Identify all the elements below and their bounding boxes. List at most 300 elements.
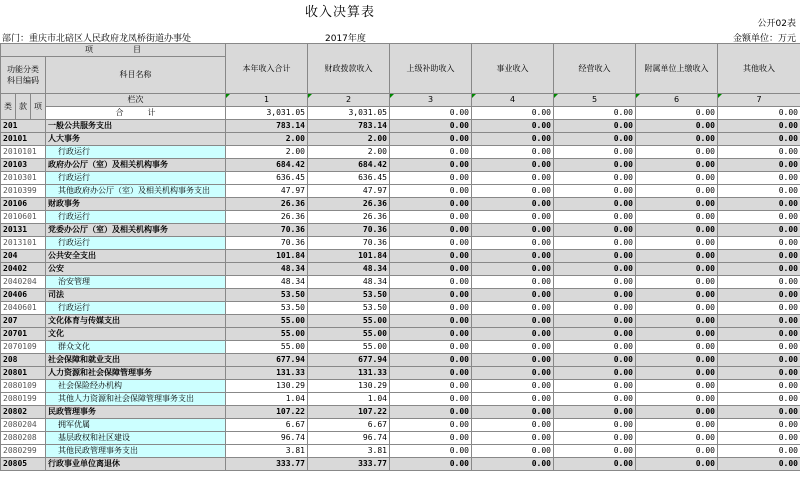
- row-value-col-6: 0.00: [636, 198, 718, 211]
- row-value-col-5: 0.00: [554, 211, 636, 224]
- header-lanci: 栏次: [46, 94, 226, 107]
- header-func-code: 功能分类 科目编码: [1, 57, 46, 94]
- table-row: [1, 172, 800, 185]
- row-value-col-2: 677.94: [308, 354, 390, 367]
- row-value-col-3: 0.00: [390, 341, 472, 354]
- table-row: [1, 354, 800, 367]
- row-value-col-1: 636.45: [226, 172, 308, 185]
- row-code: 204: [1, 250, 46, 263]
- row-value-col-6: 0.00: [636, 185, 718, 198]
- row-value-col-2: 636.45: [308, 172, 390, 185]
- row-value-col-1: 101.84: [226, 250, 308, 263]
- row-subject-name: 拥军优属: [46, 419, 226, 432]
- row-code: 2080204: [1, 419, 46, 432]
- row-value-col-2: 783.14: [308, 120, 390, 133]
- row-value-col-1: 53.50: [226, 302, 308, 315]
- table-row: [1, 341, 800, 354]
- row-value-col-7: 0.00: [718, 224, 800, 237]
- row-value-col-2: 96.74: [308, 432, 390, 445]
- row-code: 20802: [1, 406, 46, 419]
- row-value-col-6: 0.00: [636, 380, 718, 393]
- row-value-col-7: 0.00: [718, 354, 800, 367]
- table-row: [1, 224, 800, 237]
- table-row: [1, 445, 800, 458]
- row-value-col-4: 0.00: [472, 185, 554, 198]
- header-subject-name: 科目名称: [46, 57, 226, 94]
- total-value-1: 3,031.05: [226, 107, 308, 120]
- row-value-col-7: 0.00: [718, 367, 800, 380]
- row-value-col-1: 1.04: [226, 393, 308, 406]
- table-row: [1, 380, 800, 393]
- row-code: 20701: [1, 328, 46, 341]
- row-value-col-2: 47.97: [308, 185, 390, 198]
- row-subject-name: 公共安全支出: [46, 250, 226, 263]
- row-value-col-1: 47.97: [226, 185, 308, 198]
- row-value-col-7: 0.00: [718, 432, 800, 445]
- row-value-col-4: 0.00: [472, 302, 554, 315]
- row-value-col-4: 0.00: [472, 393, 554, 406]
- row-value-col-4: 0.00: [472, 354, 554, 367]
- row-code: 2080208: [1, 432, 46, 445]
- row-value-col-7: 0.00: [718, 276, 800, 289]
- row-subject-name: 一般公共服务支出: [46, 120, 226, 133]
- total-value-2: 3,031.05: [308, 107, 390, 120]
- row-value-col-6: 0.00: [636, 120, 718, 133]
- row-value-col-5: 0.00: [554, 380, 636, 393]
- row-value-col-7: 0.00: [718, 380, 800, 393]
- row-value-col-5: 0.00: [554, 276, 636, 289]
- row-code: 2080199: [1, 393, 46, 406]
- total-value-3: 0.00: [390, 107, 472, 120]
- header-col-5: 经营收入: [554, 44, 636, 94]
- row-value-col-6: 0.00: [636, 263, 718, 276]
- row-value-col-3: 0.00: [390, 315, 472, 328]
- row-value-col-2: 55.00: [308, 315, 390, 328]
- row-subject-name: 基层政权和社区建设: [46, 432, 226, 445]
- row-value-col-1: 3.81: [226, 445, 308, 458]
- table-row: [1, 250, 800, 263]
- row-value-col-3: 0.00: [390, 419, 472, 432]
- row-code: 20402: [1, 263, 46, 276]
- row-subject-name: 政府办公厅（室）及相关机构事务: [46, 159, 226, 172]
- row-subject-name: 财政事务: [46, 198, 226, 211]
- row-value-col-7: 0.00: [718, 185, 800, 198]
- row-code: 207: [1, 315, 46, 328]
- table-row: [1, 133, 800, 146]
- total-value-4: 0.00: [472, 107, 554, 120]
- col-number-7: 7: [718, 94, 800, 107]
- row-value-col-2: 70.36: [308, 237, 390, 250]
- row-value-col-6: 0.00: [636, 458, 718, 471]
- row-subject-name: 治安管理: [46, 276, 226, 289]
- row-value-col-4: 0.00: [472, 172, 554, 185]
- row-value-col-5: 0.00: [554, 419, 636, 432]
- row-value-col-3: 0.00: [390, 120, 472, 133]
- row-value-col-6: 0.00: [636, 159, 718, 172]
- row-value-col-7: 0.00: [718, 211, 800, 224]
- row-value-col-4: 0.00: [472, 133, 554, 146]
- table-row: [1, 419, 800, 432]
- row-value-col-1: 96.74: [226, 432, 308, 445]
- row-value-col-7: 0.00: [718, 445, 800, 458]
- total-value-7: 0.00: [718, 107, 800, 120]
- row-subject-name: 行政事业单位离退休: [46, 458, 226, 471]
- row-value-col-3: 0.00: [390, 432, 472, 445]
- row-value-col-6: 0.00: [636, 419, 718, 432]
- row-value-col-5: 0.00: [554, 289, 636, 302]
- row-code: 2010301: [1, 172, 46, 185]
- col-number-3: 3: [390, 94, 472, 107]
- row-code: 20801: [1, 367, 46, 380]
- row-value-col-7: 0.00: [718, 263, 800, 276]
- header-col-3: 上级补助收入: [390, 44, 472, 94]
- table-row: [1, 146, 800, 159]
- row-value-col-2: 70.36: [308, 224, 390, 237]
- row-value-col-2: 6.67: [308, 419, 390, 432]
- row-value-col-3: 0.00: [390, 146, 472, 159]
- row-value-col-5: 0.00: [554, 237, 636, 250]
- row-value-col-6: 0.00: [636, 146, 718, 159]
- row-value-col-6: 0.00: [636, 354, 718, 367]
- row-value-col-4: 0.00: [472, 211, 554, 224]
- row-value-col-3: 0.00: [390, 380, 472, 393]
- row-value-col-3: 0.00: [390, 289, 472, 302]
- row-value-col-1: 6.67: [226, 419, 308, 432]
- row-value-col-4: 0.00: [472, 367, 554, 380]
- row-value-col-6: 0.00: [636, 211, 718, 224]
- row-value-col-4: 0.00: [472, 341, 554, 354]
- table-rows: [1, 120, 800, 471]
- row-subject-name: 其他民政管理事务支出: [46, 445, 226, 458]
- row-value-col-6: 0.00: [636, 432, 718, 445]
- row-value-col-4: 0.00: [472, 250, 554, 263]
- row-subject-name: 党委办公厅（室）及相关机构事务: [46, 224, 226, 237]
- row-value-col-6: 0.00: [636, 172, 718, 185]
- row-value-col-5: 0.00: [554, 198, 636, 211]
- row-value-col-6: 0.00: [636, 302, 718, 315]
- row-subject-name: 行政运行: [46, 237, 226, 250]
- col-number-6: 6: [636, 94, 718, 107]
- row-value-col-2: 53.50: [308, 289, 390, 302]
- row-value-col-7: 0.00: [718, 289, 800, 302]
- row-value-col-2: 55.00: [308, 328, 390, 341]
- row-value-col-3: 0.00: [390, 159, 472, 172]
- row-value-col-2: 55.00: [308, 341, 390, 354]
- table-row: [1, 406, 800, 419]
- col-number-1: 1: [226, 94, 308, 107]
- row-value-col-5: 0.00: [554, 432, 636, 445]
- table-row: [1, 315, 800, 328]
- row-value-col-7: 0.00: [718, 133, 800, 146]
- row-value-col-6: 0.00: [636, 250, 718, 263]
- row-value-col-5: 0.00: [554, 224, 636, 237]
- row-code: 20406: [1, 289, 46, 302]
- row-value-col-3: 0.00: [390, 393, 472, 406]
- row-value-col-5: 0.00: [554, 159, 636, 172]
- table-row: [1, 159, 800, 172]
- row-value-col-2: 333.77: [308, 458, 390, 471]
- row-value-col-5: 0.00: [554, 302, 636, 315]
- row-value-col-2: 48.34: [308, 276, 390, 289]
- row-value-col-3: 0.00: [390, 198, 472, 211]
- table-row: [1, 367, 800, 380]
- row-value-col-7: 0.00: [718, 237, 800, 250]
- row-value-col-2: 53.50: [308, 302, 390, 315]
- amount-unit: 金额单位：万元: [732, 34, 796, 44]
- row-value-col-1: 131.33: [226, 367, 308, 380]
- row-value-col-5: 0.00: [554, 172, 636, 185]
- row-code: 20805: [1, 458, 46, 471]
- row-value-col-1: 107.22: [226, 406, 308, 419]
- row-value-col-6: 0.00: [636, 341, 718, 354]
- row-value-col-1: 55.00: [226, 315, 308, 328]
- row-value-col-6: 0.00: [636, 445, 718, 458]
- row-value-col-1: 48.34: [226, 276, 308, 289]
- report-title: 收入决算表: [304, 5, 375, 20]
- row-value-col-1: 53.50: [226, 289, 308, 302]
- row-value-col-5: 0.00: [554, 185, 636, 198]
- row-value-col-5: 0.00: [554, 354, 636, 367]
- row-value-col-5: 0.00: [554, 146, 636, 159]
- row-value-col-7: 0.00: [718, 198, 800, 211]
- row-value-col-4: 0.00: [472, 445, 554, 458]
- row-value-col-1: 55.00: [226, 328, 308, 341]
- row-value-col-7: 0.00: [718, 146, 800, 159]
- row-value-col-3: 0.00: [390, 276, 472, 289]
- row-value-col-3: 0.00: [390, 211, 472, 224]
- table-row: [1, 263, 800, 276]
- header-col-1: 本年收入合计: [226, 44, 308, 94]
- table-row: [1, 393, 800, 406]
- row-value-col-3: 0.00: [390, 458, 472, 471]
- row-value-col-1: 48.34: [226, 263, 308, 276]
- row-subject-name: 社会保障和就业支出: [46, 354, 226, 367]
- row-value-col-6: 0.00: [636, 276, 718, 289]
- row-value-col-4: 0.00: [472, 159, 554, 172]
- row-value-col-7: 0.00: [718, 458, 800, 471]
- total-value-5: 0.00: [554, 107, 636, 120]
- row-value-col-2: 26.36: [308, 198, 390, 211]
- row-value-col-3: 0.00: [390, 354, 472, 367]
- row-subject-name: 公安: [46, 263, 226, 276]
- row-value-col-1: 70.36: [226, 237, 308, 250]
- table-row: [1, 289, 800, 302]
- row-code: 20101: [1, 133, 46, 146]
- row-value-col-1: 2.00: [226, 133, 308, 146]
- row-value-col-3: 0.00: [390, 250, 472, 263]
- table-row: [1, 237, 800, 250]
- income-table: [0, 43, 800, 471]
- row-value-col-4: 0.00: [472, 276, 554, 289]
- header-col-2: 财政拨款收入: [308, 44, 390, 94]
- row-value-col-6: 0.00: [636, 406, 718, 419]
- row-value-col-1: 26.36: [226, 211, 308, 224]
- row-code: 2010399: [1, 185, 46, 198]
- row-value-col-2: 2.00: [308, 133, 390, 146]
- form-code: 公开02表: [757, 19, 796, 29]
- row-subject-name: 行政运行: [46, 211, 226, 224]
- row-subject-name: 其他政府办公厅（室）及相关机构事务支出: [46, 185, 226, 198]
- row-value-col-4: 0.00: [472, 146, 554, 159]
- row-subject-name: 社会保险经办机构: [46, 380, 226, 393]
- table-row: [1, 432, 800, 445]
- row-subject-name: 行政运行: [46, 172, 226, 185]
- row-subject-name: 行政运行: [46, 302, 226, 315]
- row-subject-name: 文化: [46, 328, 226, 341]
- row-code: 2080109: [1, 380, 46, 393]
- header-col-4: 事业收入: [472, 44, 554, 94]
- header-col-6: 附属单位上缴收入: [636, 44, 718, 94]
- col-number-5: 5: [554, 94, 636, 107]
- row-value-col-2: 26.36: [308, 211, 390, 224]
- row-value-col-3: 0.00: [390, 445, 472, 458]
- table-row: [1, 458, 800, 471]
- row-value-col-6: 0.00: [636, 237, 718, 250]
- row-subject-name: 行政运行: [46, 146, 226, 159]
- row-value-col-4: 0.00: [472, 224, 554, 237]
- row-value-col-4: 0.00: [472, 263, 554, 276]
- row-subject-name: 人大事务: [46, 133, 226, 146]
- table-row: [1, 185, 800, 198]
- row-code: 201: [1, 120, 46, 133]
- row-value-col-7: 0.00: [718, 120, 800, 133]
- row-value-col-4: 0.00: [472, 380, 554, 393]
- row-subject-name: 文化体育与传媒支出: [46, 315, 226, 328]
- row-value-col-7: 0.00: [718, 315, 800, 328]
- row-value-col-3: 0.00: [390, 367, 472, 380]
- row-value-col-1: 55.00: [226, 341, 308, 354]
- row-value-col-4: 0.00: [472, 237, 554, 250]
- row-code: 20106: [1, 198, 46, 211]
- header-item: 项 目: [1, 44, 226, 57]
- row-value-col-1: 70.36: [226, 224, 308, 237]
- row-value-col-3: 0.00: [390, 185, 472, 198]
- row-code: 2010601: [1, 211, 46, 224]
- row-value-col-1: 130.29: [226, 380, 308, 393]
- row-value-col-3: 0.00: [390, 172, 472, 185]
- row-value-col-5: 0.00: [554, 445, 636, 458]
- row-value-col-5: 0.00: [554, 250, 636, 263]
- row-value-col-1: 684.42: [226, 159, 308, 172]
- row-value-col-3: 0.00: [390, 328, 472, 341]
- header-kuan: 款: [16, 94, 31, 120]
- row-value-col-1: 333.77: [226, 458, 308, 471]
- row-value-col-5: 0.00: [554, 367, 636, 380]
- row-code: 2013101: [1, 237, 46, 250]
- table-row: [1, 198, 800, 211]
- row-value-col-6: 0.00: [636, 133, 718, 146]
- row-value-col-4: 0.00: [472, 198, 554, 211]
- table-row: [1, 328, 800, 341]
- row-code: 20131: [1, 224, 46, 237]
- row-value-col-2: 101.84: [308, 250, 390, 263]
- fiscal-year: 2017年度: [325, 34, 366, 44]
- row-value-col-2: 107.22: [308, 406, 390, 419]
- header-xiang: 项: [31, 94, 46, 120]
- table-row: [1, 211, 800, 224]
- total-label: 合 计: [46, 107, 226, 120]
- row-value-col-2: 2.00: [308, 146, 390, 159]
- row-subject-name: 群众文化: [46, 341, 226, 354]
- col-number-4: 4: [472, 94, 554, 107]
- row-value-col-7: 0.00: [718, 250, 800, 263]
- row-subject-name: 其他人力资源和社会保障管理事务支出: [46, 393, 226, 406]
- row-value-col-7: 0.00: [718, 341, 800, 354]
- row-value-col-3: 0.00: [390, 302, 472, 315]
- row-value-col-5: 0.00: [554, 341, 636, 354]
- header-lei: 类: [1, 94, 16, 120]
- row-value-col-5: 0.00: [554, 406, 636, 419]
- row-value-col-7: 0.00: [718, 393, 800, 406]
- row-value-col-1: 677.94: [226, 354, 308, 367]
- row-code: 2010101: [1, 146, 46, 159]
- row-value-col-3: 0.00: [390, 224, 472, 237]
- row-value-col-7: 0.00: [718, 406, 800, 419]
- row-value-col-1: 26.36: [226, 198, 308, 211]
- row-value-col-4: 0.00: [472, 432, 554, 445]
- row-code: 2040204: [1, 276, 46, 289]
- header-col-7: 其他收入: [718, 44, 800, 94]
- row-value-col-7: 0.00: [718, 419, 800, 432]
- row-code: 20103: [1, 159, 46, 172]
- row-value-col-3: 0.00: [390, 133, 472, 146]
- table-row: [1, 120, 800, 133]
- table-row: [1, 302, 800, 315]
- row-value-col-7: 0.00: [718, 328, 800, 341]
- row-subject-name: 司法: [46, 289, 226, 302]
- department-label: 部门：重庆市北碚区人民政府龙凤桥街道办事处: [2, 34, 192, 44]
- row-value-col-3: 0.00: [390, 406, 472, 419]
- total-value-6: 0.00: [636, 107, 718, 120]
- row-value-col-3: 0.00: [390, 263, 472, 276]
- row-code: 2040601: [1, 302, 46, 315]
- row-value-col-4: 0.00: [472, 458, 554, 471]
- row-subject-name: 民政管理事务: [46, 406, 226, 419]
- col-number-2: 2: [308, 94, 390, 107]
- row-code: 208: [1, 354, 46, 367]
- row-value-col-5: 0.00: [554, 458, 636, 471]
- row-value-col-2: 1.04: [308, 393, 390, 406]
- row-value-col-5: 0.00: [554, 328, 636, 341]
- row-value-col-6: 0.00: [636, 224, 718, 237]
- row-value-col-6: 0.00: [636, 393, 718, 406]
- row-value-col-2: 684.42: [308, 159, 390, 172]
- row-value-col-2: 131.33: [308, 367, 390, 380]
- row-value-col-4: 0.00: [472, 289, 554, 302]
- row-value-col-5: 0.00: [554, 315, 636, 328]
- table-row: [1, 276, 800, 289]
- row-value-col-4: 0.00: [472, 328, 554, 341]
- row-value-col-4: 0.00: [472, 406, 554, 419]
- row-value-col-1: 783.14: [226, 120, 308, 133]
- row-value-col-2: 48.34: [308, 263, 390, 276]
- row-value-col-6: 0.00: [636, 315, 718, 328]
- row-value-col-6: 0.00: [636, 367, 718, 380]
- row-value-col-6: 0.00: [636, 289, 718, 302]
- row-value-col-4: 0.00: [472, 315, 554, 328]
- row-value-col-7: 0.00: [718, 302, 800, 315]
- row-value-col-3: 0.00: [390, 237, 472, 250]
- row-value-col-5: 0.00: [554, 393, 636, 406]
- row-value-col-7: 0.00: [718, 172, 800, 185]
- row-value-col-6: 0.00: [636, 328, 718, 341]
- row-code: 2070109: [1, 341, 46, 354]
- row-value-col-4: 0.00: [472, 419, 554, 432]
- row-value-col-2: 3.81: [308, 445, 390, 458]
- row-code: 2080299: [1, 445, 46, 458]
- row-value-col-4: 0.00: [472, 120, 554, 133]
- row-value-col-7: 0.00: [718, 159, 800, 172]
